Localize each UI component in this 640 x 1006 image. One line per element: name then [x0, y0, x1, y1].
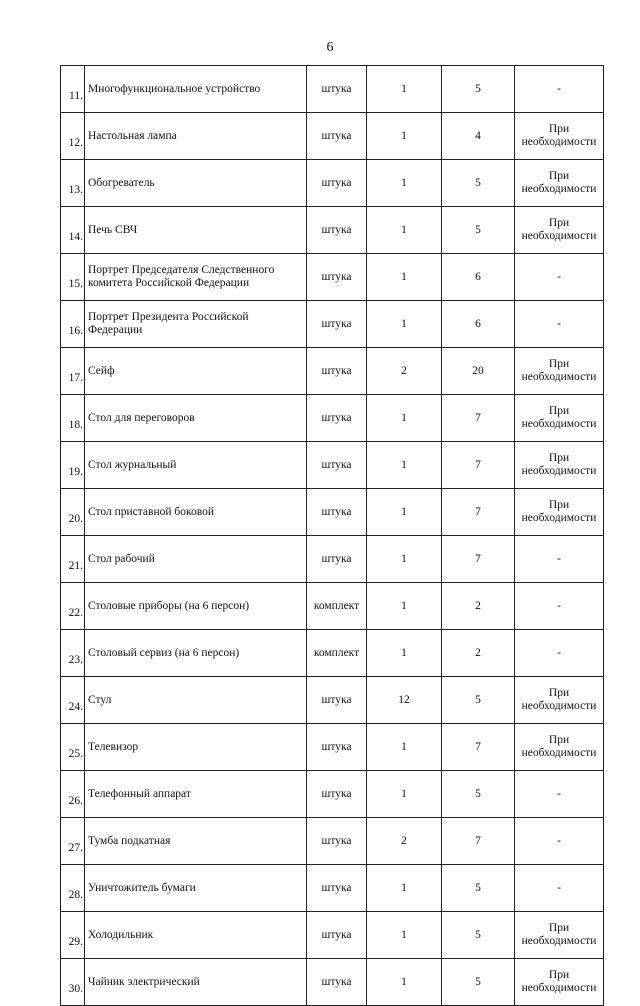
row-number: 16.: [61, 301, 85, 348]
item-name: Многофункциональное устройство: [85, 66, 307, 113]
item-note: При необходимости: [515, 207, 604, 254]
row-number: 25.: [61, 724, 85, 771]
row-number: 14.: [61, 207, 85, 254]
item-quantity: 1: [367, 395, 442, 442]
item-service-years: 7: [442, 818, 515, 865]
item-quantity: 1: [367, 301, 442, 348]
row-number: 29.: [61, 912, 85, 959]
item-service-years: 20: [442, 348, 515, 395]
item-service-years: 7: [442, 395, 515, 442]
table-row: [61, 583, 604, 630]
item-name: Настольная лампа: [85, 113, 307, 160]
item-quantity: 1: [367, 160, 442, 207]
item-quantity: 1: [367, 959, 442, 1006]
item-service-years: 6: [442, 301, 515, 348]
item-unit: штука: [307, 160, 367, 207]
table-row: [61, 489, 604, 536]
item-name: Столовые приборы (на 6 персон): [85, 583, 307, 630]
item-quantity: 1: [367, 254, 442, 301]
item-note: -: [515, 301, 604, 348]
item-unit: штука: [307, 818, 367, 865]
item-quantity: 1: [367, 724, 442, 771]
item-note: -: [515, 630, 604, 677]
item-name: Стол рабочий: [85, 536, 307, 583]
row-number: 15.: [61, 254, 85, 301]
item-note: При необходимости: [515, 442, 604, 489]
item-note: При необходимости: [515, 348, 604, 395]
row-number: 20.: [61, 489, 85, 536]
row-number: 21.: [61, 536, 85, 583]
table-row: [61, 113, 604, 160]
table-row: [61, 254, 604, 301]
item-name: Телевизор: [85, 724, 307, 771]
item-note: При необходимости: [515, 959, 604, 1006]
item-unit: штука: [307, 912, 367, 959]
item-service-years: 7: [442, 442, 515, 489]
item-note: При необходимости: [515, 912, 604, 959]
item-quantity: 1: [367, 113, 442, 160]
table-row: [61, 912, 604, 959]
item-service-years: 2: [442, 583, 515, 630]
item-quantity: 1: [367, 630, 442, 677]
item-service-years: 7: [442, 536, 515, 583]
row-number: 22.: [61, 583, 85, 630]
row-number: 24.: [61, 677, 85, 724]
item-quantity: 2: [367, 818, 442, 865]
item-name: Телефонный аппарат: [85, 771, 307, 818]
item-name: Уничтожитель бумаги: [85, 865, 307, 912]
row-number: 12.: [61, 113, 85, 160]
item-quantity: 1: [367, 207, 442, 254]
item-service-years: 5: [442, 207, 515, 254]
item-note: При необходимости: [515, 489, 604, 536]
item-note: -: [515, 865, 604, 912]
item-quantity: 1: [367, 489, 442, 536]
row-number: 13.: [61, 160, 85, 207]
item-name: Сейф: [85, 348, 307, 395]
item-unit: штука: [307, 677, 367, 724]
item-service-years: 6: [442, 254, 515, 301]
item-name: Стол приставной боковой: [85, 489, 307, 536]
item-note: -: [515, 771, 604, 818]
table-row: [61, 630, 604, 677]
item-note: -: [515, 254, 604, 301]
row-number: 26.: [61, 771, 85, 818]
item-quantity: 1: [367, 912, 442, 959]
table-row: [61, 207, 604, 254]
item-service-years: 5: [442, 677, 515, 724]
item-service-years: 5: [442, 771, 515, 818]
page-number: 6: [326, 40, 334, 55]
item-name: Холодильник: [85, 912, 307, 959]
item-service-years: 4: [442, 113, 515, 160]
item-unit: штука: [307, 865, 367, 912]
item-quantity: 1: [367, 771, 442, 818]
item-unit: штука: [307, 301, 367, 348]
row-number: 28.: [61, 865, 85, 912]
item-unit: штука: [307, 536, 367, 583]
item-unit: штука: [307, 442, 367, 489]
item-name: Стол журнальный: [85, 442, 307, 489]
item-note: При необходимости: [515, 113, 604, 160]
item-unit: штука: [307, 395, 367, 442]
item-unit: штука: [307, 489, 367, 536]
item-unit: штука: [307, 771, 367, 818]
row-number: 19.: [61, 442, 85, 489]
item-unit: комплект: [307, 630, 367, 677]
table-row: [61, 677, 604, 724]
item-name: Портрет Президента Российской Федерации: [85, 301, 307, 348]
item-name: Обогреватель: [85, 160, 307, 207]
item-name: Стул: [85, 677, 307, 724]
item-unit: штука: [307, 959, 367, 1006]
item-quantity: 1: [367, 442, 442, 489]
item-quantity: 1: [367, 865, 442, 912]
item-service-years: 5: [442, 66, 515, 113]
table-row: [61, 536, 604, 583]
row-number: 18.: [61, 395, 85, 442]
inventory-table: [60, 65, 604, 1006]
item-note: При необходимости: [515, 395, 604, 442]
item-name: Стол для переговоров: [85, 395, 307, 442]
table-row: [61, 66, 604, 113]
item-service-years: 2: [442, 630, 515, 677]
item-unit: штука: [307, 113, 367, 160]
item-quantity: 1: [367, 66, 442, 113]
item-note: При необходимости: [515, 677, 604, 724]
table-row: [61, 771, 604, 818]
item-quantity: 1: [367, 536, 442, 583]
table-row: [61, 348, 604, 395]
item-service-years: 5: [442, 912, 515, 959]
table-row: [61, 442, 604, 489]
item-note: -: [515, 818, 604, 865]
item-name: Портрет Председателя Следственного комитета Российской Федерации: [85, 254, 307, 301]
table-row: [61, 865, 604, 912]
inventory-table-body: [61, 66, 604, 1006]
row-number: 30.: [61, 959, 85, 1006]
item-note: При необходимости: [515, 160, 604, 207]
row-number: 11.: [61, 66, 85, 113]
table-row: [61, 395, 604, 442]
item-quantity: 12: [367, 677, 442, 724]
table-row: [61, 301, 604, 348]
item-quantity: 1: [367, 583, 442, 630]
item-unit: штука: [307, 348, 367, 395]
table-row: [61, 160, 604, 207]
item-name: Чайник электрический: [85, 959, 307, 1006]
item-service-years: 5: [442, 959, 515, 1006]
item-unit: штука: [307, 724, 367, 771]
item-unit: штука: [307, 254, 367, 301]
item-note: При необходимости: [515, 724, 604, 771]
row-number: 17.: [61, 348, 85, 395]
row-number: 27.: [61, 818, 85, 865]
item-note: -: [515, 536, 604, 583]
item-service-years: 7: [442, 724, 515, 771]
item-name: Тумба подкатная: [85, 818, 307, 865]
row-number: 23.: [61, 630, 85, 677]
item-unit: штука: [307, 66, 367, 113]
item-service-years: 5: [442, 160, 515, 207]
table-row: [61, 959, 604, 1006]
item-service-years: 7: [442, 489, 515, 536]
table-row: [61, 818, 604, 865]
item-note: -: [515, 583, 604, 630]
item-service-years: 5: [442, 865, 515, 912]
item-unit: штука: [307, 207, 367, 254]
item-name: Столовый сервиз (на 6 персон): [85, 630, 307, 677]
table-row: [61, 724, 604, 771]
item-name: Печь СВЧ: [85, 207, 307, 254]
item-unit: комплект: [307, 583, 367, 630]
item-quantity: 2: [367, 348, 442, 395]
item-note: -: [515, 66, 604, 113]
